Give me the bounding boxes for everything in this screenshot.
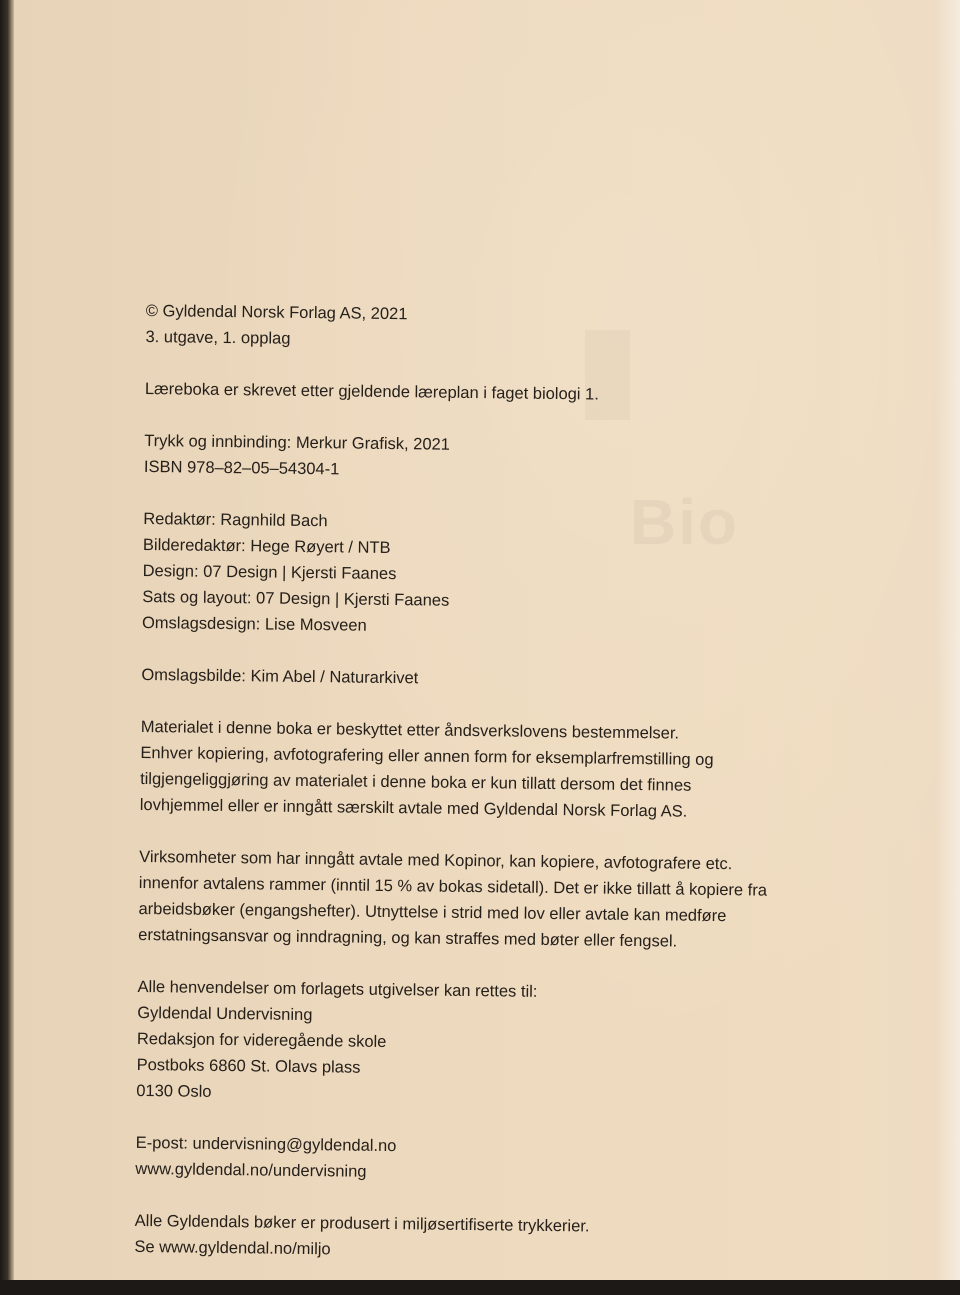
credit-editor: Redaktør: Ragnhild Bach bbox=[143, 509, 328, 531]
email-line: E-post: undervisning@gyldendal.no bbox=[135, 1133, 397, 1156]
curriculum-line: Læreboka er skrevet etter gjeldende læreplan i faget biologi 1. bbox=[144, 379, 599, 404]
kopinor-line: erstatningsansvar og inndragning, og kan straffes med bøter eller fengsel. bbox=[138, 925, 678, 951]
kopinor-line: innenfor avtalens rammer (inntil 15 % av bokas sidetall). Det er ikke tillatt å kopiere fra bbox=[138, 873, 768, 900]
colophon bbox=[134, 298, 866, 1295]
address-line: 0130 Oslo bbox=[136, 1081, 212, 1101]
cover-photo-line: Omslagsbilde: Kim Abel / Naturarkivet bbox=[141, 665, 419, 688]
kopinor-line: Virksomheter som har inngått avtale med Kopinor, kan kopiere, avfotografere etc. bbox=[139, 847, 733, 874]
credit-picture-editor: Bilderedaktør: Hege Røyert / NTB bbox=[142, 535, 391, 558]
rights-line: tilgjengeliggjøring av materialet i denne boka er kun tillatt dersom det finnes bbox=[140, 769, 692, 795]
copyright-block bbox=[145, 298, 866, 359]
edition-line: 3. utgave, 1. opplag bbox=[145, 327, 291, 348]
credits-block bbox=[142, 506, 864, 645]
rights-block bbox=[140, 714, 861, 827]
environment-link-line: Se www.gyldendal.no/miljo bbox=[134, 1237, 331, 1259]
address-line: Alle henvendelser om forlagets utgivelser kan rettes til: bbox=[137, 977, 538, 1001]
print-line: Trykk og innbinding: Merkur Grafisk, 2021 bbox=[144, 431, 451, 454]
website-line: www.gyldendal.no/undervisning bbox=[135, 1159, 367, 1181]
rights-line: Materialet i denne boka er beskyttet etter åndsverkslovens bestemmelser. bbox=[140, 717, 680, 743]
isbn-line: ISBN 978–82–05–54304-1 bbox=[143, 457, 340, 479]
environment-block bbox=[134, 1208, 855, 1269]
address-block bbox=[136, 974, 858, 1113]
environment-line: Alle Gyldendals bøker er produsert i miljøsertifiserte trykkerier. bbox=[134, 1211, 590, 1236]
credit-design: Design: 07 Design | Kjersti Faanes bbox=[142, 561, 397, 584]
adjacent-page-edge bbox=[936, 0, 960, 1280]
credit-layout: Sats og layout: 07 Design | Kjersti Faanes bbox=[142, 587, 450, 610]
credit-cover-design: Omslagsdesign: Lise Mosveen bbox=[141, 613, 367, 635]
rights-line: lovhjemmel eller er inngått særskilt avtale med Gyldendal Norsk Forlag AS. bbox=[139, 795, 688, 821]
curriculum-block bbox=[145, 376, 865, 411]
address-line: Gyldendal Undervisning bbox=[137, 1003, 313, 1025]
contact-block bbox=[135, 1130, 856, 1191]
address-line: Postboks 6860 St. Olavs plass bbox=[136, 1055, 361, 1077]
address-line: Redaksjon for videregående skole bbox=[136, 1029, 387, 1051]
show-through-text: Bio bbox=[630, 486, 740, 558]
rights-line: Enhver kopiering, avfotografering eller annen form for eksemplarfremstilling og bbox=[140, 743, 714, 769]
cover-photo-block bbox=[141, 662, 861, 697]
kopinor-line: arbeidsbøker (engangshefter). Utnyttelse i strid med lov eller avtale kan medføre bbox=[138, 899, 727, 926]
book-spine-shadow bbox=[0, 0, 14, 1280]
copyright-line: © Gyldendal Norsk Forlag AS, 2021 bbox=[145, 301, 408, 324]
kopinor-block bbox=[138, 844, 859, 957]
print-block bbox=[144, 428, 865, 489]
